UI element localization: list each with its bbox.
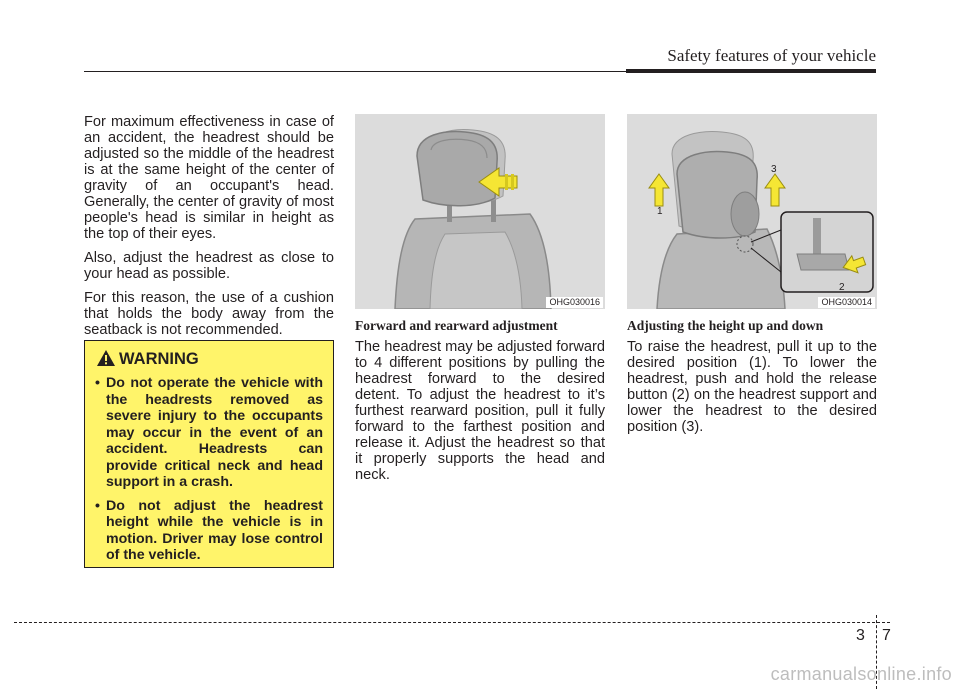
height-body: To raise the headrest, pull it up to the desired position (1). To lower the headrest, push and hold the release button (2) on the headrest support and lower the headrest to the desired position (3).: [627, 339, 877, 435]
figure-label-2: 2: [839, 282, 845, 293]
watermark: carmanualsonline.info: [770, 664, 952, 684]
figure-code: OHG030014: [818, 297, 875, 308]
headrest-height-illustration: [627, 114, 877, 309]
figure-label-1: 1: [657, 206, 663, 217]
intro-paragraph: For this reason, the use of a cushion that holds the body away from the seatback is not recommended.: [84, 290, 334, 338]
chapter-number: 3: [856, 627, 865, 644]
page-number: 7: [882, 627, 891, 644]
warning-triangle-icon: [97, 350, 115, 366]
headrest-forward-drawing: [355, 114, 605, 309]
warning-item: • Do not adjust the headrest height while the vehicle is in motion. Driver may lose control of the vehicle.: [95, 498, 323, 564]
intro-paragraph: For maximum effectiveness in case of an accident, the headrest should be adjusted so the middle of the headrest is at the same height of the center of gravity of an occupant's head. Generally, the center of gravity of most people's head is similar in height as the top of their eyes.: [84, 114, 334, 242]
height-column: [627, 114, 877, 443]
header-rule-accent: [626, 69, 876, 73]
forward-body: The headrest may be adjusted forward to 4 different positions by pulling the headrest forward to the desired detent. To adjust the headrest to it’s furthest rearward position, pull it fully forward to the farthest position and release it. Adjust the headrest so that it properly supports the head and neck.: [355, 339, 605, 483]
intro-paragraph: Also, adjust the headrest as close to your head as possible.: [84, 250, 334, 282]
forward-column: [355, 114, 605, 491]
intro-column: [84, 114, 334, 346]
header-title: Safety features of your vehicle: [667, 46, 876, 65]
height-heading: Adjusting the height up and down: [627, 318, 824, 333]
forward-heading: Forward and rearward adjustment: [355, 318, 558, 333]
warning-item: • Do not operate the vehicle with the headrests removed as severe injury to the occupants may occur in the event of an accident. Headrests can provide critical neck and head support in a crash.: [95, 375, 323, 491]
warning-list: [95, 375, 323, 571]
figure-code: OHG030016: [546, 297, 603, 308]
warning-box: [84, 340, 334, 568]
footer-rule: [14, 622, 890, 623]
headrest-forward-illustration: [355, 114, 605, 309]
figure-label-3: 3: [771, 164, 777, 175]
warning-title: WARNING: [119, 350, 199, 368]
